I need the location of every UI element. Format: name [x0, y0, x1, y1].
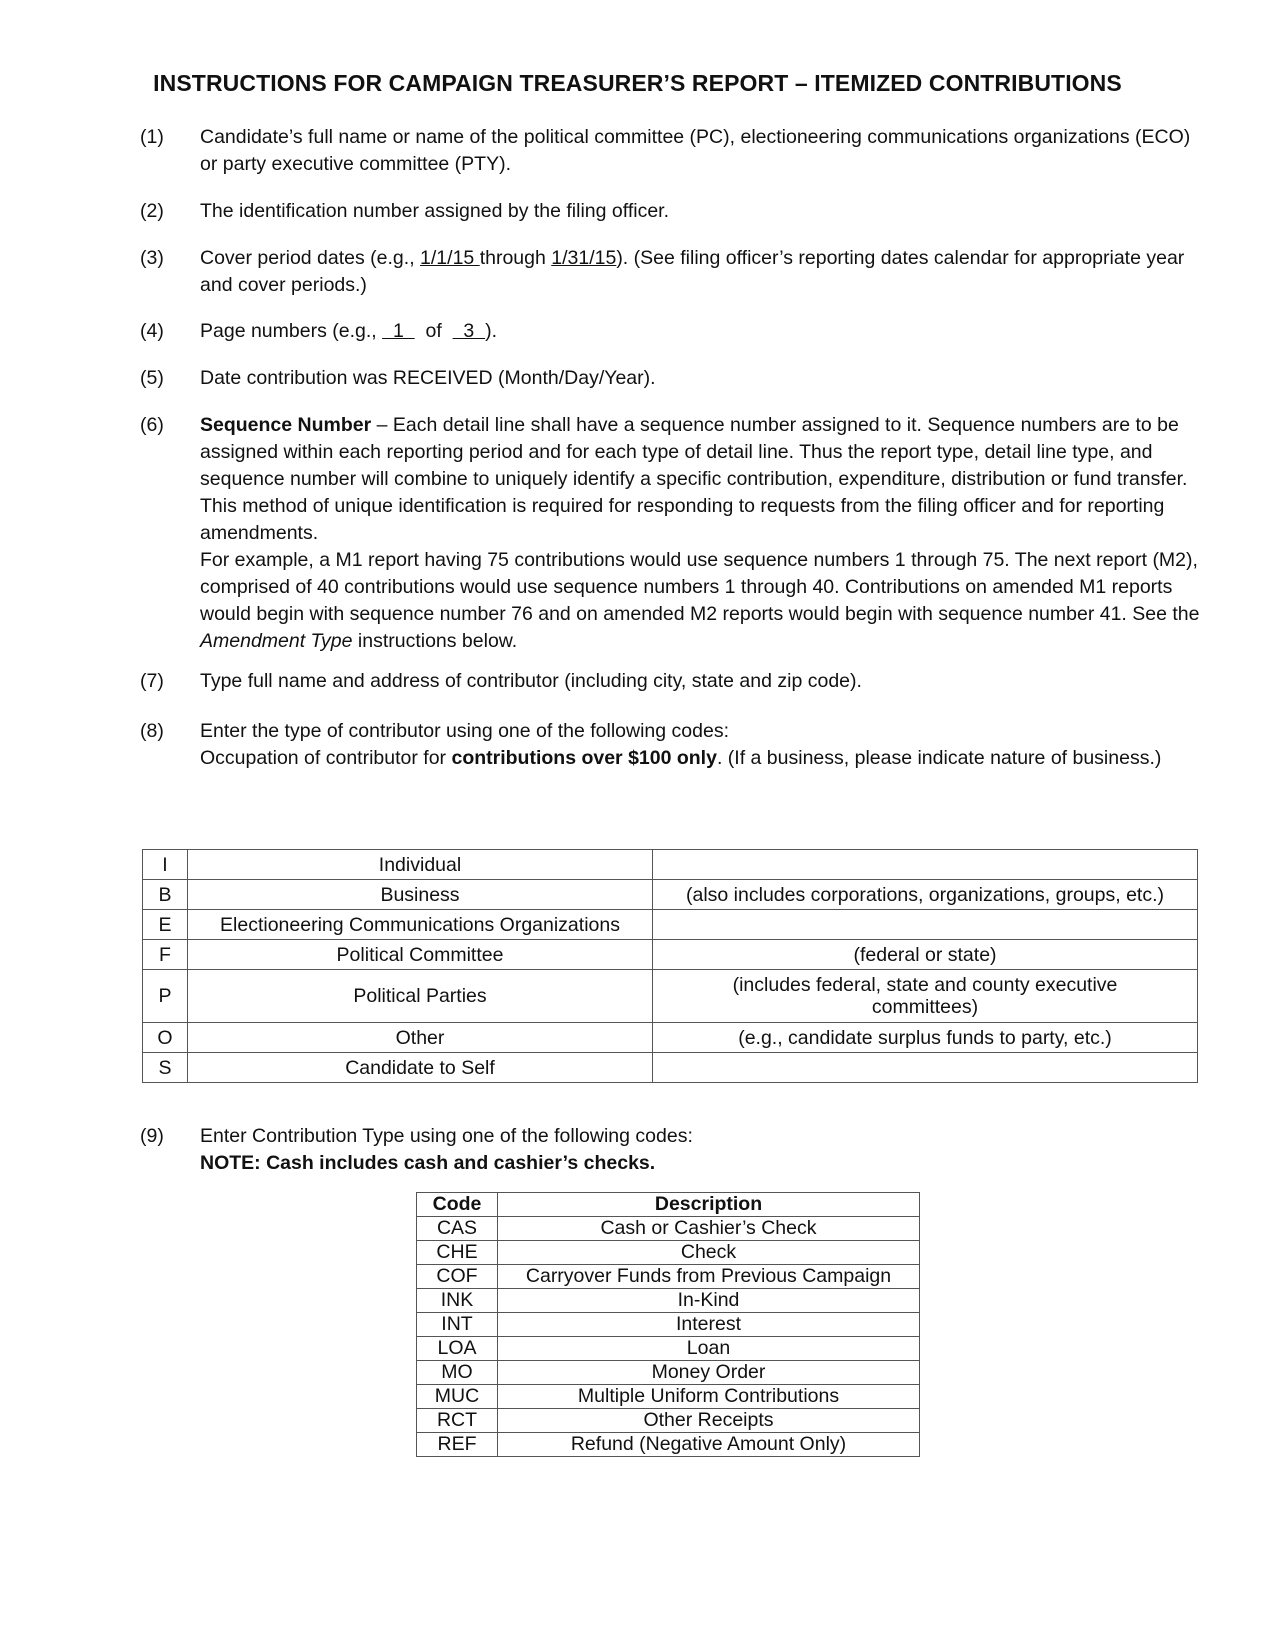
- table-row: [143, 1023, 1198, 1053]
- note-cell: (includes federal, state and county executive committees): [653, 970, 1198, 1023]
- text: – Each detail line shall have a sequence number assigned to it. Sequence numbers are to be assigned within each reporting period and for each type of detail line. Thus the report type, detail line type, and sequence number will combine to uniquely identify a specific contribution, expenditure, distribution or fund transfer. This method of unique identification is required for responding to requests from the filing officer and for reporting amendments.: [200, 414, 1188, 544]
- example-page: 1: [382, 320, 415, 342]
- instruction-6: [140, 412, 1200, 655]
- table-row: [143, 880, 1198, 910]
- example-start-date: 1/1/15: [420, 247, 480, 269]
- instruction-9: [140, 1123, 1200, 1177]
- code-cell: O: [143, 1023, 188, 1053]
- item-number: (9): [140, 1125, 164, 1147]
- item-text: Type full name and address of contributor (including city, state and zip code).: [200, 670, 862, 692]
- instruction-5: [140, 365, 1200, 392]
- contributor-type-table: [142, 849, 1198, 1083]
- table-row: [417, 1337, 920, 1361]
- description-cell: Other Receipts: [498, 1409, 920, 1433]
- instruction-1: [140, 124, 1200, 178]
- description-cell: Refund (Negative Amount Only): [498, 1433, 920, 1457]
- header-row: [417, 1193, 920, 1217]
- text: ). (See filing officer’s reporting dates calendar for appropriate year and cover periods.): [200, 247, 1185, 296]
- description-cell: Cash or Cashier’s Check: [498, 1217, 920, 1241]
- code-cell: S: [143, 1053, 188, 1083]
- code-cell: CAS: [417, 1217, 498, 1241]
- code-cell: MUC: [417, 1385, 498, 1409]
- code-cell: INK: [417, 1289, 498, 1313]
- example-total-pages: 3: [452, 320, 486, 342]
- description-cell: Multiple Uniform Contributions: [498, 1385, 920, 1409]
- table-row: [417, 1361, 920, 1385]
- code-cell: P: [143, 970, 188, 1023]
- item-text: Candidate’s full name or name of the political committee (PC), electioneering communications organizations (ECO) or party executive committee (PTY).: [200, 126, 1191, 175]
- code-cell: REF: [417, 1433, 498, 1457]
- description-cell: Money Order: [498, 1361, 920, 1385]
- name-cell: Political Committee: [188, 940, 653, 970]
- table-row: [143, 970, 1198, 1023]
- note-cell: [653, 1053, 1198, 1083]
- table-row: [417, 1409, 920, 1433]
- name-cell: Individual: [188, 850, 653, 880]
- description-cell: Loan: [498, 1337, 920, 1361]
- code-cell: B: [143, 880, 188, 910]
- item-text: [200, 1123, 1200, 1177]
- item-number: (3): [140, 247, 164, 269]
- code-cell: COF: [417, 1265, 498, 1289]
- note-cell: (also includes corporations, organizations, groups, etc.): [653, 880, 1198, 910]
- example-end-date: 1/31/15: [551, 247, 617, 269]
- table-row: [417, 1241, 920, 1265]
- note-cell: (federal or state): [653, 940, 1198, 970]
- description-cell: Interest: [498, 1313, 920, 1337]
- column-header-code: Code: [417, 1193, 498, 1217]
- text: Enter Contribution Type using one of the following codes:: [200, 1125, 693, 1147]
- name-cell: Candidate to Self: [188, 1053, 653, 1083]
- column-header-description: Description: [498, 1193, 920, 1217]
- text: ).: [485, 320, 498, 342]
- item-number: (4): [140, 320, 164, 342]
- instruction-2: [140, 198, 1200, 225]
- instruction-7: [140, 668, 1200, 695]
- description-cell: Check: [498, 1241, 920, 1265]
- page-title: INSTRUCTIONS FOR CAMPAIGN TREASURER’S REPORT – ITEMIZED CONTRIBUTIONS: [153, 70, 1122, 96]
- item-text: [200, 412, 1200, 655]
- name-cell: Other: [188, 1023, 653, 1053]
- table-row: [417, 1289, 920, 1313]
- item-text: [200, 718, 1200, 772]
- description-cell: Carryover Funds from Previous Campaign: [498, 1265, 920, 1289]
- table-row: [143, 850, 1198, 880]
- table-row: [417, 1313, 920, 1337]
- instruction-8: [140, 718, 1200, 772]
- note-cell: [653, 850, 1198, 880]
- code-cell: F: [143, 940, 188, 970]
- table-row: [143, 910, 1198, 940]
- table-row: [417, 1217, 920, 1241]
- item-number: (2): [140, 200, 164, 222]
- item-text: [200, 318, 1200, 345]
- text: For example, a M1 report having 75 contributions would use sequence numbers 1 through 75. The next report (M2), comprised of 40 contributions would use sequence numbers 1 through 40. Contributions on amended M1 reports would begin with sequence number 76 and on amended M2 reports would begin with sequence number 41. See the: [200, 549, 1200, 625]
- item-number: (6): [140, 414, 164, 436]
- code-cell: E: [143, 910, 188, 940]
- name-cell: Electioneering Communications Organizations: [188, 910, 653, 940]
- item-text: Date contribution was RECEIVED (Month/Day/Year).: [200, 367, 656, 389]
- text: Cover period dates (e.g.,: [200, 247, 421, 269]
- item-text: [200, 245, 1200, 299]
- text: of: [414, 320, 453, 342]
- code-cell: RCT: [417, 1409, 498, 1433]
- text: Enter the type of contributor using one of the following codes:: [200, 720, 729, 742]
- name-cell: Political Parties: [188, 970, 653, 1023]
- code-cell: LOA: [417, 1337, 498, 1361]
- text: Page numbers (e.g.,: [200, 320, 383, 342]
- code-cell: MO: [417, 1361, 498, 1385]
- term: Sequence Number: [200, 414, 372, 436]
- code-cell: I: [143, 850, 188, 880]
- item-number: (1): [140, 126, 164, 148]
- code-cell: INT: [417, 1313, 498, 1337]
- table-row: [143, 1053, 1198, 1083]
- text: Occupation of contributor for: [200, 747, 452, 769]
- item-number: (7): [140, 670, 164, 692]
- instruction-4: [140, 318, 1200, 345]
- table-row: [143, 940, 1198, 970]
- text: . (If a business, please indicate nature of business.): [716, 747, 1162, 769]
- emphasis: contributions over $100 only: [451, 747, 717, 769]
- name-cell: Business: [188, 880, 653, 910]
- table-row: [417, 1385, 920, 1409]
- item-number: (8): [140, 720, 164, 742]
- text: instructions below.: [352, 630, 518, 652]
- text: through: [479, 247, 552, 269]
- item-number: (5): [140, 367, 164, 389]
- note: NOTE: Cash includes cash and cashier’s checks.: [200, 1152, 656, 1174]
- item-text: The identification number assigned by the filing officer.: [200, 200, 669, 222]
- contribution-type-table: [416, 1192, 920, 1457]
- instruction-3: [140, 245, 1200, 299]
- note-cell: [653, 910, 1198, 940]
- table-row: [417, 1433, 920, 1457]
- table-row: [417, 1265, 920, 1289]
- code-cell: CHE: [417, 1241, 498, 1265]
- description-cell: In-Kind: [498, 1289, 920, 1313]
- emphasis: Amendment Type: [200, 630, 353, 652]
- note-cell: (e.g., candidate surplus funds to party, etc.): [653, 1023, 1198, 1053]
